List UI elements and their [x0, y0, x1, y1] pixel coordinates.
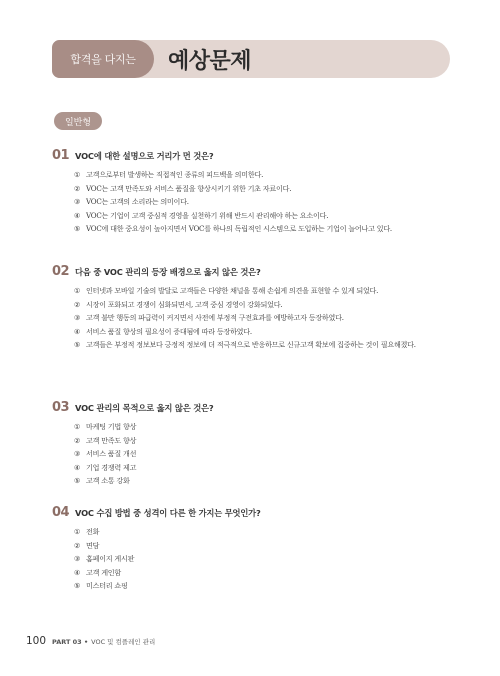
option-number: ① [74, 170, 81, 179]
option-item [74, 525, 452, 539]
option-item [74, 311, 452, 325]
option-item [74, 566, 452, 580]
question-text: VOC에 대한 설명으로 거리가 먼 것은? [75, 151, 214, 161]
question-3 [52, 400, 452, 488]
option-text: VOC는 기업이 고객 중심적 경영을 실천하기 위해 반드시 관리해야 하는 요소이다. [86, 210, 329, 220]
option-text: 기업 경쟁력 제고 [86, 462, 137, 472]
option-item [74, 447, 452, 461]
header-tab: 합격을 다지는 [52, 40, 154, 78]
option-item [74, 539, 452, 553]
question-text: 다음 중 VOC 관리의 등장 배경으로 옳지 않은 것은? [75, 267, 261, 277]
option-item [74, 552, 452, 566]
option-number: ① [74, 527, 81, 536]
option-item [74, 461, 452, 475]
question-text: VOC 수집 방법 중 성격이 다른 한 가지는 무엇인가? [75, 508, 261, 518]
option-text: 고객 불만 행동의 파급력이 커지면서 사전에 부정적 구전효과를 예방하고자 등장하였다. [86, 313, 344, 323]
option-number: ④ [74, 462, 81, 472]
option-number: ⑤ [74, 476, 81, 486]
option-text: 서비스 품질 향상의 필요성이 증대됨에 따라 등장하였다. [86, 326, 252, 336]
question-2 [52, 264, 452, 352]
question-4 [52, 505, 452, 593]
question-1 [52, 148, 452, 236]
option-item [74, 182, 452, 196]
option-item [74, 168, 452, 182]
option-number: ② [74, 435, 81, 445]
option-number: ④ [74, 567, 81, 577]
option-item [74, 222, 452, 236]
option-text: VOC는 고객의 소리라는 의미이다. [86, 197, 189, 207]
option-number: ② [74, 540, 81, 550]
option-list [74, 525, 452, 593]
option-item [74, 195, 452, 209]
page-title: 예상문제 [168, 48, 252, 74]
option-number: ④ [74, 326, 81, 336]
option-number: ⑤ [74, 581, 81, 591]
option-number: ② [74, 299, 81, 309]
option-text: 미스터리 쇼핑 [86, 581, 128, 591]
option-number: ③ [74, 449, 81, 459]
option-text: VOC에 대한 중요성이 높아지면서 VOC를 하나의 독립적인 시스템으로 도입하는 기업이 늘어나고 있다. [86, 224, 392, 234]
option-text: VOC는 고객 만족도와 서비스 품질을 향상시키기 위한 기초 자료이다. [86, 183, 292, 193]
option-number: ④ [74, 210, 81, 220]
option-item [74, 420, 452, 434]
option-text: 홈페이지 게시판 [86, 554, 135, 564]
option-text: 전화 [86, 527, 100, 536]
option-item [74, 284, 452, 298]
option-list [74, 168, 452, 236]
option-item [74, 325, 452, 339]
section-badge: 일반형 [54, 112, 102, 130]
option-item [74, 474, 452, 488]
option-text: 고객들은 부정적 정보보다 긍정적 정보에 더 적극적으로 반응하므로 신규고객 확보에 집중하는 것이 필요해졌다. [86, 340, 416, 350]
option-item [74, 298, 452, 312]
question-number: 01 [52, 148, 70, 163]
question-number: 04 [52, 505, 70, 520]
option-text: 면담 [86, 540, 100, 550]
option-text: 마케팅 기법 향상 [86, 422, 137, 431]
option-text: 고객 만족도 향상 [86, 435, 137, 445]
option-text: 고객 게인함 [86, 567, 122, 577]
option-text: 시장이 포화되고 경쟁이 심화되면서, 고객 중심 경영이 강화되었다. [86, 299, 283, 309]
option-number: ⑤ [74, 340, 81, 350]
option-number: ② [74, 183, 81, 193]
footer-chapter: VOC 및 컴플레인 관리 [91, 638, 156, 646]
option-text: 인터넷과 모바일 기술의 발달로 고객들은 다양한 채널을 통해 손쉽게 의견을 표현할 수 있게 되었다. [86, 286, 379, 295]
option-item [74, 434, 452, 448]
option-list [74, 284, 452, 352]
question-text: VOC 관리의 목적으로 옳지 않은 것은? [75, 403, 214, 413]
option-text: 고객으로부터 발생하는 직접적인 종류의 피드백을 의미한다. [86, 170, 264, 179]
option-text: 고객 소통 강화 [86, 476, 130, 486]
footer-part: PART 03 • [52, 638, 89, 646]
option-text: 서비스 품질 개선 [86, 449, 137, 459]
page-footer [26, 635, 155, 647]
option-number: ③ [74, 313, 81, 323]
page-number: 100 [26, 635, 47, 647]
option-item [74, 338, 452, 352]
option-number: ⑤ [74, 224, 81, 234]
option-number: ① [74, 286, 81, 295]
option-item [74, 579, 452, 593]
option-number: ① [74, 422, 81, 431]
question-number: 03 [52, 400, 70, 415]
option-item [74, 209, 452, 223]
option-number: ③ [74, 554, 81, 564]
option-list [74, 420, 452, 488]
option-number: ③ [74, 197, 81, 207]
question-number: 02 [52, 264, 70, 279]
